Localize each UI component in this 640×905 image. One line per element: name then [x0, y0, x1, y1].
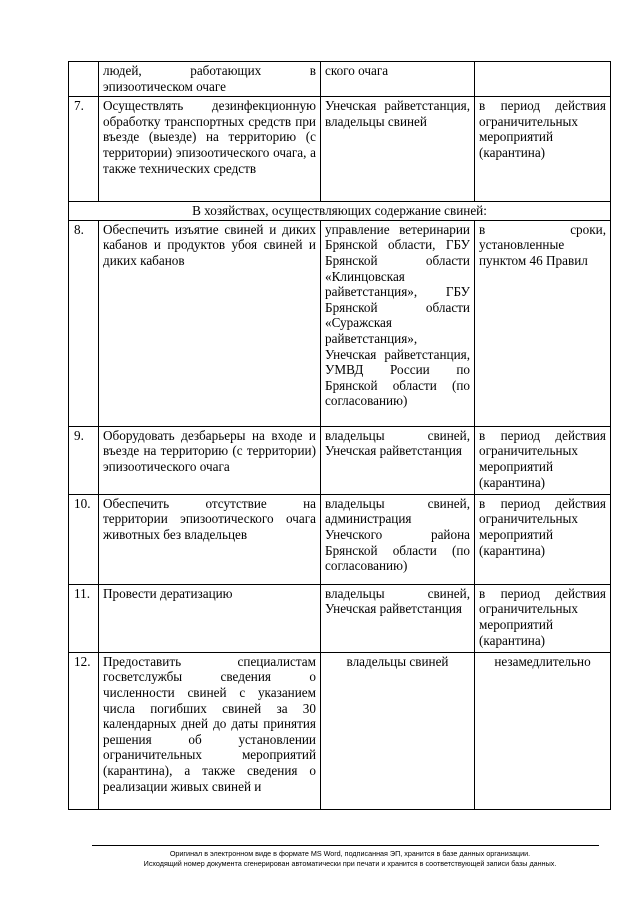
row-action: Провести дератизацию — [99, 584, 321, 652]
measures-table — [68, 61, 611, 810]
table-row — [69, 652, 611, 809]
row-number: 9. — [69, 426, 99, 494]
row-executor: владельцы свиней, Унечская райветстанция — [321, 426, 475, 494]
footer-divider — [92, 845, 599, 846]
row-term: в период действия ограничительных мероприятий (карантина) — [475, 494, 611, 584]
row-term: в период действия ограничительных мероприятий (карантина) — [475, 426, 611, 494]
row-executor: владельцы свиней — [321, 652, 475, 809]
row-executor: управление ветеринарии Брянской области, ГБУ Брянской области «Клинцовская райветстанция», ГБУ Брянской области «Суражская райветстанция», Унечская райветстанция, УМВД России по Брянской области (по согласованию) — [321, 220, 475, 426]
row-action: Предоставить специалистам госветслужбы сведения о численности свиней с указанием числа погибших свиней за 30 календарных дней до даты принятия решения об установлении ограничительных мероприятий (карантина), а также сведения о реализации живых свиней и — [99, 652, 321, 809]
row-number — [69, 62, 99, 97]
row-term: в период действия ограничительных мероприятий (карантина) — [475, 584, 611, 652]
row-action: Обеспечить изъятие свиней и диких кабанов и продуктов убоя свиней и диких кабанов — [99, 220, 321, 426]
row-term: в период действия ограничительных мероприятий (карантина) — [475, 97, 611, 202]
footer-line: Исходящий номер документа сгенерирован автоматически при печати и хранится в соответствующей записи базы данных. — [143, 858, 557, 868]
row-executor: владельцы свиней, администрация Унечского района Брянской области (по согласованию) — [321, 494, 475, 584]
row-number: 10. — [69, 494, 99, 584]
document-footer — [60, 849, 640, 868]
row-action: Осуществлять дезинфекционную обработку транспортных средств при въезде (выезде) на территорию (с территории) эпизоотического очага, а также технических средств — [99, 97, 321, 202]
row-number: 8. — [69, 220, 99, 426]
table-row — [69, 426, 611, 494]
table-row — [69, 584, 611, 652]
row-term: в сроки, установленные пунктом 46 Правил — [475, 220, 611, 426]
row-term — [475, 62, 611, 97]
footer-line: Оригинал в электронном виде в формате MS Word, подписанная ЭП, хранится в базе данных организации. — [169, 849, 531, 858]
row-executor: ского очага — [321, 62, 475, 97]
section-heading: В хозяйствах, осуществляющих содержание свиней: — [69, 202, 611, 221]
table-row — [69, 220, 611, 426]
row-number: 11. — [69, 584, 99, 652]
row-executor: Унечская райветстанция, владельцы свиней — [321, 97, 475, 202]
row-term: незамедлительно — [475, 652, 611, 809]
row-executor: владельцы свиней, Унечская райветстанция — [321, 584, 475, 652]
row-action: Оборудовать дезбарьеры на входе и въезде на территорию (с территории) эпизоотического очага — [99, 426, 321, 494]
table-row — [69, 494, 611, 584]
section-row — [69, 202, 611, 221]
table-row — [69, 97, 611, 202]
row-number: 12. — [69, 652, 99, 809]
table-row — [69, 62, 611, 97]
row-action: людей, работающих в эпизоотическом очаге — [99, 62, 321, 97]
row-number: 7. — [69, 97, 99, 202]
row-action: Обеспечить отсутствие на территории эпизоотического очага животных без владельцев — [99, 494, 321, 584]
